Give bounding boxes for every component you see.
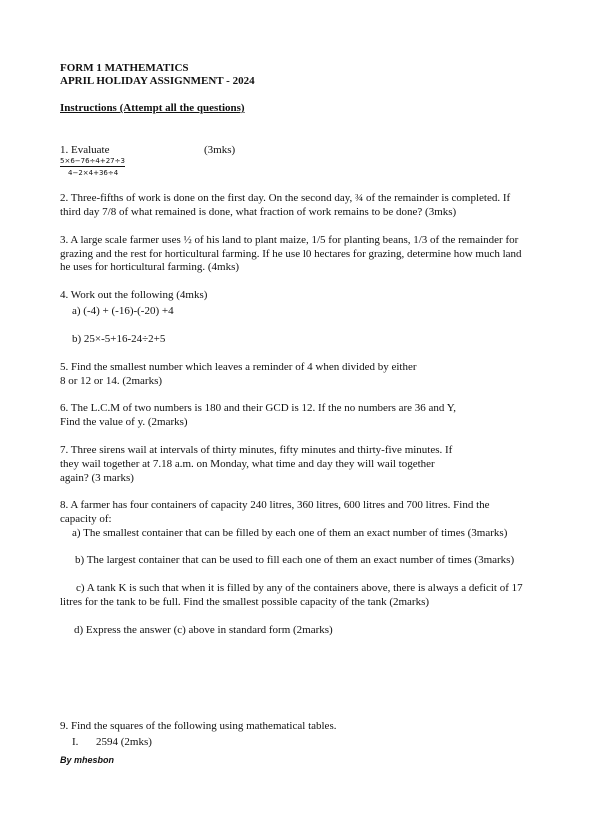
fraction-numerator: 5×6−76÷4+27÷3 [60, 157, 125, 165]
question-8-line: capacity of: [60, 513, 112, 525]
question-3-line: 3. A large scale farmer uses ½ of his land to plant maize, 1/5 for planting beans, 1/3 of the remainder for [60, 234, 519, 246]
question-5-line: 5. Find the smallest number which leaves a reminder of 4 when divided by either [60, 361, 417, 373]
question-4b: b) 25×-5+16-24÷2+5 [72, 333, 166, 345]
question-9-item-number: I. [72, 736, 79, 748]
question-4: 4. Work out the following (4mks) [60, 289, 208, 301]
question-7-line: 7. Three sirens wail at intervals of thirty minutes, fifty minutes and thirty-five minutes. If [60, 444, 453, 456]
question-5-line: 8 or 12 or 14. (2marks) [60, 375, 163, 387]
question-9: 9. Find the squares of the following using mathematical tables. [60, 720, 337, 732]
question-3-line: grazing and the rest for horticultural farming. If he use l0 hectares for grazing, determine how much land [60, 248, 522, 260]
question-7-line: they wail together at 7.18 a.m. on Monday, what time and day they will wail together [60, 458, 435, 470]
question-8c-line: c) A tank K is such that when it is filled by any of the containers above, there is always a deficit of 17 [76, 582, 523, 594]
question-8b: b) The largest container that can be used to fill each one of them an exact number of times (3marks) [75, 554, 515, 566]
document-subtitle: APRIL HOLIDAY ASSIGNMENT - 2024 [60, 75, 255, 87]
question-8d: d) Express the answer (c) above in standard form (2marks) [74, 624, 333, 636]
question-8a: a) The smallest container that can be filled by each one of them an exact number of times (3marks) [72, 527, 508, 539]
document-title: FORM 1 MATHEMATICS [60, 62, 189, 74]
instructions-heading: Instructions (Attempt all the questions) [60, 102, 245, 114]
question-9-item: 2594 (2mks) [96, 736, 152, 748]
question-7-line: again? (3 marks) [60, 472, 134, 484]
author-credit: By mhesbon [60, 755, 115, 765]
question-2-line: third day 7/8 of what remained is done, what fraction of work remains to be done? (3mks) [60, 206, 457, 218]
question-4a: a) (-4) + (-16)-(-20) +4 [72, 305, 174, 317]
question-2-line: 2. Three-fifths of work is done on the first day. On the second day, ¾ of the remainder is completed. If [60, 192, 511, 204]
question-6-line: 6. The L.C.M of two numbers is 180 and their GCD is 12. If the no numbers are 36 and Y, [60, 402, 457, 414]
fraction-denominator: 4−2×4+36÷4 [68, 169, 119, 177]
question-8c-line: litres for the tank to be full. Find the smallest possible capacity of the tank (2marks) [60, 596, 430, 608]
question-1-fraction [60, 157, 125, 177]
question-8-line: 8. A farmer has four containers of capacity 240 litres, 360 litres, 600 litres and 700 litres. Find the [60, 499, 490, 511]
question-1-marks: (3mks) [204, 144, 236, 156]
question-6-line: Find the value of y. (2marks) [60, 416, 188, 428]
question-3-line: he uses for horticultural farming. (4mks) [60, 261, 240, 273]
question-1: 1. Evaluate [60, 144, 110, 156]
